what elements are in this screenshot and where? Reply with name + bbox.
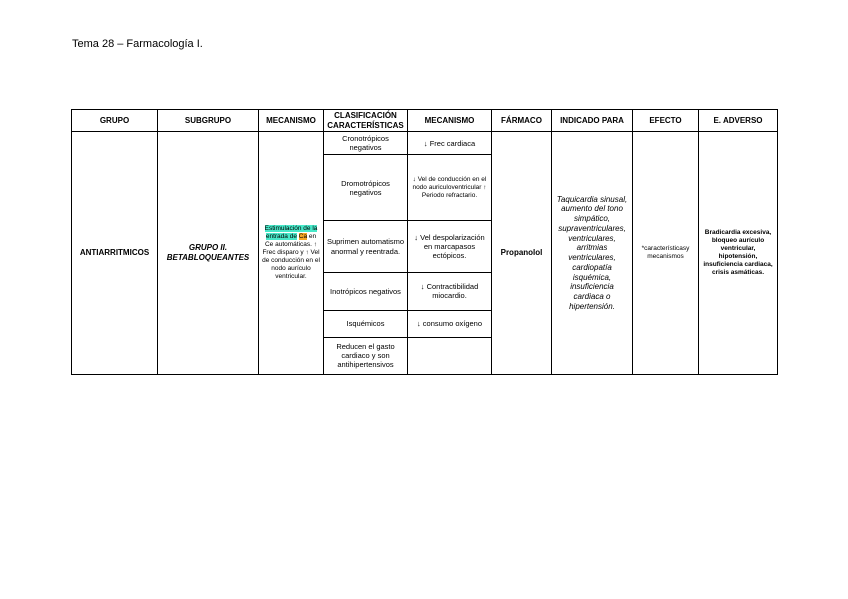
clasificacion-cell: Suprimen automatismo anormal y reentrada. (324, 221, 408, 272)
mecanismo-text: en Ce automáticas. ↑ Frec disparo y ↑ Vel de conducción en el nodo aurículo ventricular. (262, 233, 320, 280)
header-mecanismo-2: MECANISMO (408, 110, 492, 132)
indicado-cell: Taquicardia sinusal, aumento del tono simpático, supraventriculares, ventriculares, arritmias ventriculares, cardiopatía isquémica, insuficiencia cardiaca o hipertensión. (552, 132, 633, 375)
header-clasificacion: CLASIFICACIÓN CARACTERÍSTICAS (324, 110, 408, 132)
highlighted-text: Estimulación de la entrada de (264, 225, 318, 241)
header-farmaco: FÁRMACO (492, 110, 552, 132)
mecanismo2-cell: ↓ Vel despolarización en marcapasos ectópicos. (408, 221, 492, 272)
pharmacology-table (71, 109, 778, 375)
header-grupo: GRUPO (72, 110, 158, 132)
efecto-cell: *característicasy mecanismos (633, 132, 699, 375)
clasificacion-cell: Dromotrópicos negativos (324, 155, 408, 221)
page-title: Tema 28 – Farmacología I. (72, 38, 203, 50)
highlighted-text-ca: Ca (298, 233, 308, 241)
header-adverso: E. ADVERSO (699, 110, 778, 132)
clasificacion-cell: Cronotrópicos negativos (324, 132, 408, 155)
mecanismo-cell (259, 132, 324, 375)
header-efecto: EFECTO (633, 110, 699, 132)
mecanismo2-cell: ↓ consumo oxígeno (408, 310, 492, 337)
mecanismo2-cell: ↓ Contractibilidad miocardio. (408, 272, 492, 310)
clasificacion-cell: Isquémicos (324, 310, 408, 337)
header-row (72, 110, 778, 132)
grupo-cell: ANTIARRITMICOS (72, 132, 158, 375)
header-indicado: INDICADO PARA (552, 110, 633, 132)
clasificacion-cell: Inotrópicos negativos (324, 272, 408, 310)
mecanismo2-cell (408, 337, 492, 374)
mecanismo2-cell: ↓ Vel de conducción en el nodo auriculoventricular ↑ Periodo refractario. (408, 155, 492, 221)
clasificacion-cell: Reducen el gasto cardiaco y son antihipertensivos (324, 337, 408, 374)
mecanismo2-cell: ↓ Frec cardiaca (408, 132, 492, 155)
adverso-cell: Bradicardia excesiva, bloqueo aurículo ventricular, hipotensión, insuficiencia cardiaca, crisis asmáticas. (699, 132, 778, 375)
header-subgrupo: SUBGRUPO (158, 110, 259, 132)
table-row (72, 132, 778, 155)
farmaco-cell: Propanolol (492, 132, 552, 375)
header-mecanismo: MECANISMO (259, 110, 324, 132)
subgrupo-cell: GRUPO II. BETABLOQUEANTES (158, 132, 259, 375)
